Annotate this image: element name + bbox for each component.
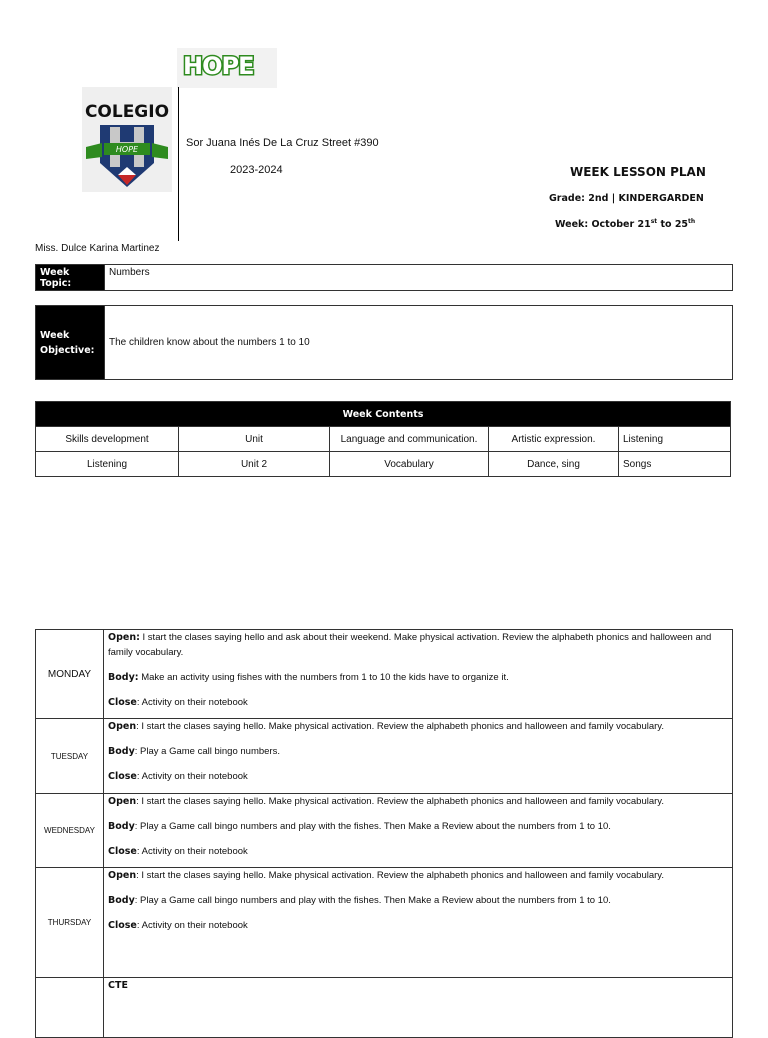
week-topic-table: [35, 264, 733, 291]
day-label: TUESDAY: [36, 719, 104, 794]
table-cell: Songs: [619, 452, 731, 477]
body-text: Make an activity using fishes with the numbers from 1 to 10 the kids have to organize it.: [138, 672, 509, 683]
table-row: [36, 719, 733, 794]
table-row: [36, 630, 733, 719]
week-objective-table: [35, 305, 733, 380]
open-text: I start the clases saying hello and ask about their weekend. Make physical activation. Review the alphabeth phonics and halloween and family vocabulary.: [108, 632, 712, 658]
week-topic-value: Numbers: [105, 265, 733, 291]
week-sup-1: st: [650, 218, 658, 225]
grade-label: Grade: 2nd | KINDERGARDEN: [549, 193, 704, 204]
day-plan-cell: [104, 719, 733, 794]
close-text: : Activity on their notebook: [136, 771, 248, 782]
table-header-cell: Unit: [179, 427, 330, 452]
hope-logo: [177, 48, 277, 88]
cte-label: CTE: [108, 980, 128, 991]
open-label: Open:: [108, 632, 140, 643]
cte-cell: [104, 978, 733, 1038]
body-text: : Play a Game call bingo numbers and play with the fishes. Then Make a Review about the numbers from 1 to 10.: [134, 895, 611, 906]
table-cell: Vocabulary: [330, 452, 489, 477]
close-label: Close: [108, 697, 137, 708]
day-plan-cell: [104, 630, 733, 719]
day-plan-cell: [104, 868, 733, 978]
table-cell: Unit 2: [179, 452, 330, 477]
close-text: : Activity on their notebook: [136, 920, 248, 931]
table-header-cell: Listening: [619, 427, 731, 452]
week-sup-2: th: [688, 218, 696, 225]
crest-icon: [82, 87, 172, 192]
week-contents-table: [35, 401, 731, 477]
open-label: Open: [108, 796, 137, 807]
table-row: [36, 868, 733, 978]
week-mid: to 25: [657, 219, 689, 231]
table-header-cell: Skills development: [36, 427, 179, 452]
body-label: Body: [108, 746, 135, 757]
table-cell: Listening: [36, 452, 179, 477]
week-contents-title: Week Contents: [36, 402, 731, 427]
body-text: : Play a Game call bingo numbers.: [134, 746, 280, 757]
table-row: [36, 452, 731, 477]
week-objective-label: Week Objective:: [36, 306, 105, 380]
open-text: : I start the clases saying hello. Make physical activation. Review the alphabeth phonics and halloween and family vocabulary.: [136, 796, 664, 807]
school-year: 2023-2024: [230, 164, 283, 176]
close-text: : Activity on their notebook: [136, 697, 248, 708]
body-label: Body: [108, 821, 135, 832]
week-range: [555, 218, 695, 230]
table-cell: Dance, sing: [489, 452, 619, 477]
close-label: Close: [108, 920, 137, 931]
table-row: [36, 978, 733, 1038]
close-text: : Activity on their notebook: [136, 846, 248, 857]
crest-text-mid: HOPE: [115, 145, 139, 154]
plan-title: WEEK LESSON PLAN: [570, 165, 706, 179]
week-objective-value: The children know about the numbers 1 to 10: [105, 306, 733, 380]
school-crest: [82, 87, 172, 192]
table-row: [36, 427, 731, 452]
crest-text-top: COLEGIO: [84, 102, 170, 122]
open-label: Open: [108, 721, 137, 732]
open-text: : I start the clases saying hello. Make physical activation. Review the alphabeth phonics and halloween and family vocabulary.: [136, 870, 664, 881]
body-label: Body: [108, 895, 135, 906]
week-topic-label: Week Topic:: [36, 265, 105, 291]
day-label: MONDAY: [36, 630, 104, 719]
table-header-cell: Language and communication.: [330, 427, 489, 452]
week-prefix: Week: October 21: [555, 219, 651, 231]
day-plan-cell: [104, 794, 733, 868]
hope-logo-text: HOPE: [183, 52, 254, 80]
close-label: Close: [108, 846, 137, 857]
day-label-empty: [36, 978, 104, 1038]
school-address: Sor Juana Inés De La Cruz Street #390: [186, 137, 379, 149]
body-label: Body:: [108, 672, 139, 683]
header-divider: [178, 87, 179, 241]
table-header-cell: Artistic expression.: [489, 427, 619, 452]
day-label: WEDNESDAY: [36, 794, 104, 868]
body-text: : Play a Game call bingo numbers and play with the fishes. Then Make a Review about the numbers from 1 to 10.: [134, 821, 611, 832]
day-label: THURSDAY: [36, 868, 104, 978]
open-text: : I start the clases saying hello. Make physical activation. Review the alphabeth phonics and halloween and family vocabulary.: [136, 721, 664, 732]
table-row: [36, 794, 733, 868]
close-label: Close: [108, 771, 137, 782]
daily-plan-table: [35, 629, 733, 1038]
open-label: Open: [108, 870, 137, 881]
teacher-name: Miss. Dulce Karina Martinez: [35, 243, 160, 254]
